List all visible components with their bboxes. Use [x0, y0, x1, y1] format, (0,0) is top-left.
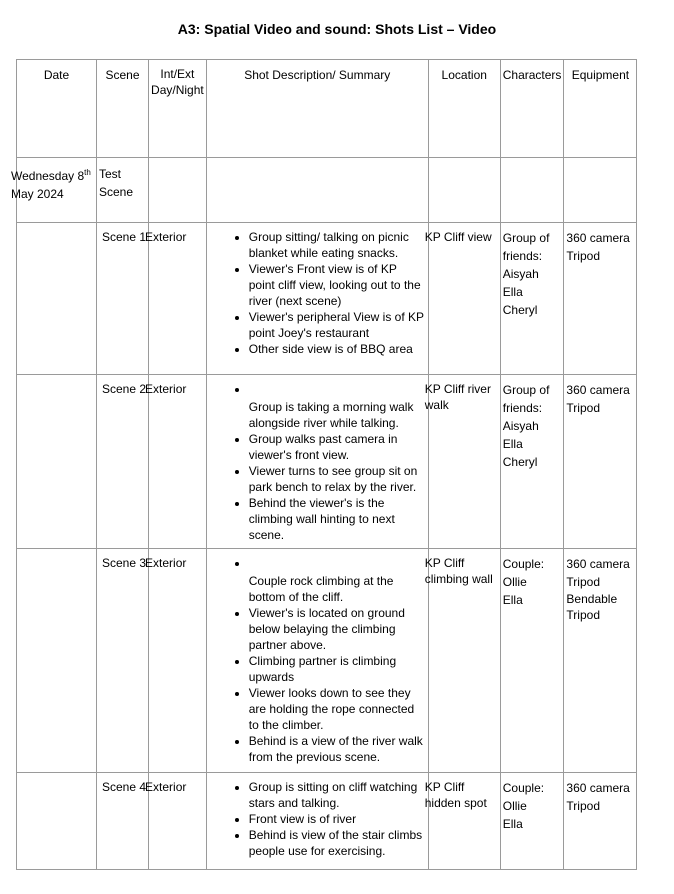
list-item: • Viewer turns to see group sit on park bench to relax by the river.: [249, 463, 426, 495]
equipment-item: 360 camera: [566, 781, 630, 795]
date-cell: [17, 375, 97, 549]
character-name: Cheryl: [502, 455, 538, 469]
list-item: • Group is sitting on cliff watching stars and talking.: [249, 779, 426, 811]
equipment-cell: [564, 549, 637, 773]
header-characters: Characters: [500, 60, 564, 158]
equipment-item: Bendable Tripod: [566, 592, 618, 622]
location-cell: KP Cliff hidden spot: [428, 773, 500, 870]
character-label: Group of friends:: [502, 383, 550, 415]
list-item: • Behind is a view of the river walk from the previous scene.: [249, 733, 426, 765]
character-name: Ella: [502, 817, 523, 831]
list-item: • Group walks past camera in viewer's front view.: [249, 431, 426, 463]
list-item: • Viewer looks down to see they are holding the rope connected to the climber.: [249, 685, 426, 733]
list-item: • Climbing partner is climbing upwards: [249, 653, 426, 685]
scene-cell: Scene 3: [97, 549, 149, 773]
list-item: • Behind is view of the stair climbs people use for exercising.: [249, 827, 426, 859]
description-cell: [206, 773, 428, 870]
equipment-item: 360 camera: [566, 383, 630, 397]
equipment-item: Tripod: [566, 249, 600, 263]
scene-cell: Scene 2: [97, 375, 149, 549]
character-name: Ollie: [502, 799, 527, 813]
int-ext-cell: [149, 158, 207, 223]
scene-label: Test Scene: [99, 167, 134, 199]
description-cell: [206, 158, 428, 223]
list-item: [249, 555, 426, 573]
list-item: • Other side view is of BBQ area: [249, 341, 426, 357]
scene-cell: Scene 4: [97, 773, 149, 870]
equipment-cell: [564, 158, 637, 223]
shot-bullet-list: [207, 381, 426, 543]
table-row: [17, 773, 637, 870]
int-ext-cell: Exterior: [149, 773, 207, 870]
list-item: Couple rock climbing at the bottom of the cliff.: [248, 574, 394, 604]
int-ext-cell: Exterior: [149, 375, 207, 549]
date-cell: [11, 158, 97, 223]
location-cell: KP Cliff view: [428, 223, 500, 375]
shot-bullet-list: [207, 229, 426, 357]
shot-bullet-list: [207, 779, 426, 859]
shot-bullet-list: [207, 555, 426, 765]
list-item: • Group sitting/ talking on picnic blanket while eating snacks.: [249, 229, 426, 261]
characters-cell: [500, 549, 564, 773]
list-item: [249, 381, 426, 399]
list-item: • Front view is of river: [249, 811, 426, 827]
list-item: • Viewer's Front view is of KP point cliff view, looking out to the river (next scene): [249, 261, 426, 309]
table-row: [17, 158, 637, 223]
description-cell: [206, 223, 428, 375]
date-cell: [17, 549, 97, 773]
description-cell: [206, 549, 428, 773]
list-item: Group is taking a morning walk alongside river while talking.: [248, 400, 414, 430]
equipment-cell: [564, 223, 637, 375]
location-cell: KP Cliff river walk: [428, 375, 500, 549]
character-label: Couple:: [502, 557, 545, 571]
characters-cell: [500, 375, 564, 549]
scene-cell: [97, 158, 149, 223]
table-row: [17, 375, 637, 549]
date-line-2: May 2024: [11, 187, 64, 201]
equipment-item: 360 camera: [566, 231, 630, 245]
table-row: [17, 549, 637, 773]
header-scene: Scene: [97, 60, 149, 158]
equipment-item: Tripod: [566, 575, 600, 589]
shots-list-table: [11, 59, 637, 870]
location-cell: KP Cliff climbing wall: [428, 549, 500, 773]
table-row: [17, 223, 637, 375]
character-name: Cheryl: [502, 303, 538, 317]
document-title: A3: Spatial Video and sound: Shots List – Video: [177, 21, 497, 37]
int-ext-cell: Exterior: [149, 549, 207, 773]
list-item: • Viewer's peripheral View is of KP point Joey's restaurant: [249, 309, 426, 341]
characters-cell: [500, 223, 564, 375]
character-name: Ella: [502, 285, 523, 299]
header-location: Location: [428, 60, 500, 158]
header-equipment: Equipment: [564, 60, 637, 158]
characters-cell: [500, 158, 564, 223]
equipment-item: Tripod: [566, 401, 600, 415]
header-row: [17, 60, 637, 158]
equipment-cell: [564, 375, 637, 549]
description-cell: [206, 375, 428, 549]
character-name: Ollie: [502, 575, 527, 589]
equipment-cell: [564, 773, 637, 870]
date-line-1: Wednesday 8th: [11, 168, 91, 183]
scene-cell: Scene 1: [97, 223, 149, 375]
equipment-item: Tripod: [566, 799, 600, 813]
character-name: Ella: [502, 437, 523, 451]
header-description: Shot Description/ Summary: [206, 60, 428, 158]
header-int-ext: Int/Ext Day/Night: [149, 60, 207, 158]
list-item: • Viewer's is located on ground below belaying the climbing partner above.: [249, 605, 426, 653]
character-label: Couple:: [502, 781, 545, 795]
character-name: Ella: [502, 593, 523, 607]
list-item: • Behind the viewer's is the climbing wall hinting to next scene.: [249, 495, 426, 543]
character-name: Aisyah: [502, 419, 539, 433]
character-name: Aisyah: [502, 267, 539, 281]
header-date: Date: [17, 60, 97, 158]
location-cell: [428, 158, 500, 223]
date-cell: [17, 773, 97, 870]
date-cell: [17, 223, 97, 375]
int-ext-cell: Exterior: [149, 223, 207, 375]
characters-cell: [500, 773, 564, 870]
equipment-item: 360 camera: [566, 557, 630, 571]
character-label: Group of friends:: [502, 231, 550, 263]
